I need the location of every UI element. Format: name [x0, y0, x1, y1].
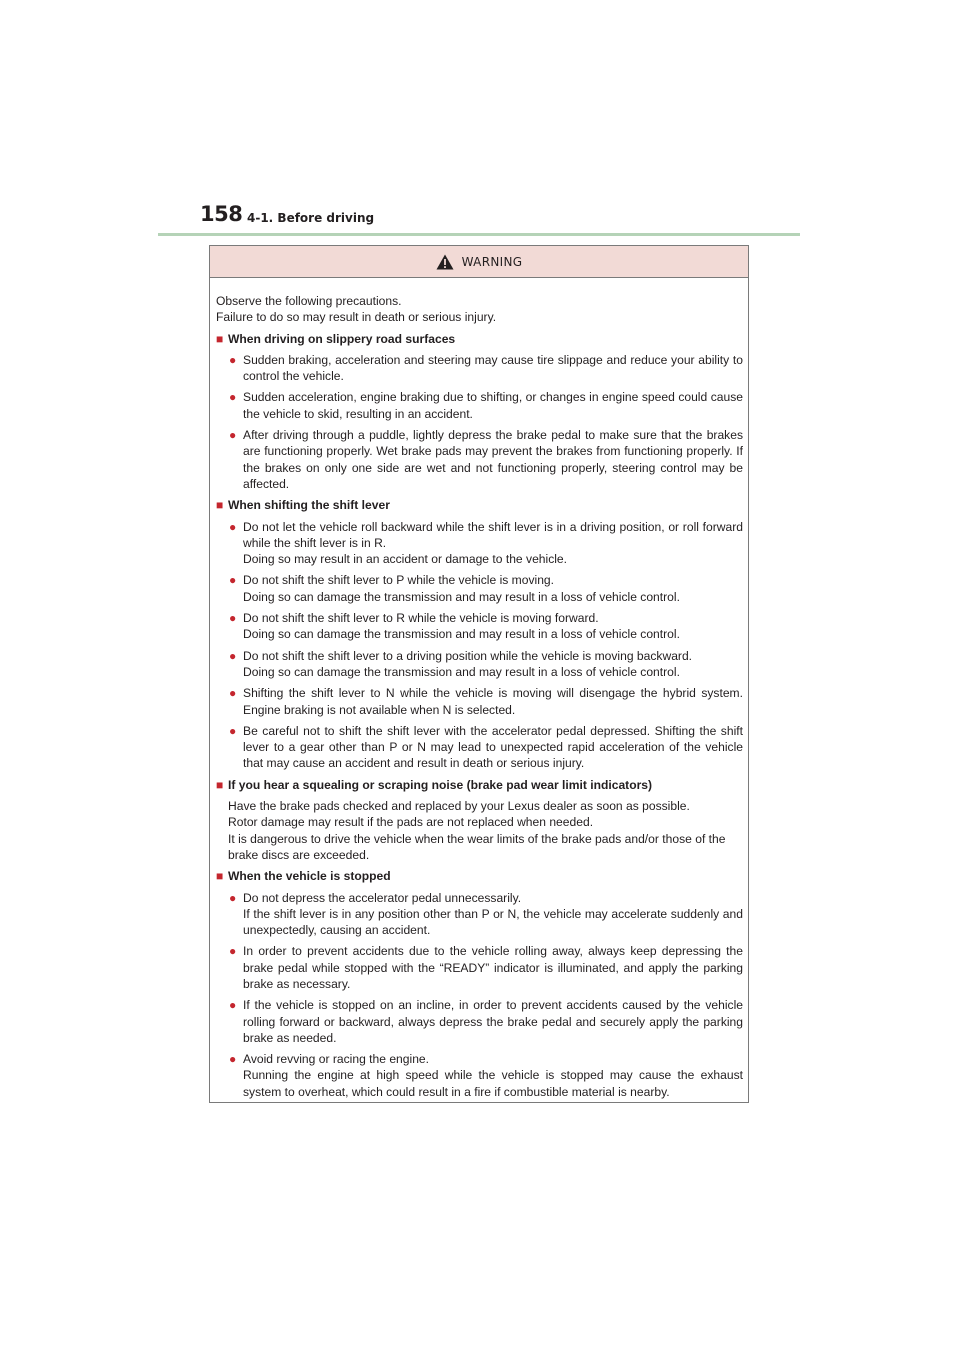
bullet-line: Do not depress the accelerator pedal unnecessarily.	[243, 890, 522, 905]
warning-body	[210, 278, 748, 1100]
bullet-item	[216, 519, 743, 568]
header-divider	[158, 233, 800, 236]
bullet-text	[243, 572, 743, 605]
section-heading-text: When the vehicle is stopped	[228, 869, 391, 884]
section-heading	[216, 777, 743, 793]
bullet-item	[216, 352, 743, 385]
bullet-item	[216, 890, 743, 939]
bullet-line: Avoid revving or racing the engine.	[243, 1052, 430, 1067]
bullet-text	[243, 427, 743, 492]
round-bullet-icon: ●	[229, 390, 237, 405]
warning-title: WARNING	[461, 254, 523, 269]
bullet-text	[243, 352, 743, 385]
section-heading-text: If you hear a squealing or scraping noise (brake pad wear limit indicators)	[228, 777, 653, 792]
round-bullet-icon: ●	[229, 998, 237, 1013]
bullet-item	[216, 943, 743, 992]
bullet-text	[243, 389, 743, 422]
round-bullet-icon: ●	[229, 611, 237, 626]
bullet-text	[243, 890, 743, 939]
square-bullet-icon: ■	[216, 869, 224, 884]
section-title: 4-1. Before driving	[247, 211, 375, 225]
bullet-line: Do not let the vehicle roll backward while the shift lever is in a driving position, or roll forward while the shift lever is in R.	[243, 519, 743, 550]
round-bullet-icon: ●	[229, 686, 237, 701]
bullet-text	[243, 943, 743, 992]
bullet-item	[216, 648, 743, 681]
section-heading	[216, 868, 743, 884]
bullet-line: Doing so may result in an accident or damage to the vehicle.	[243, 552, 568, 567]
warning-box	[209, 245, 749, 1103]
round-bullet-icon: ●	[229, 519, 237, 534]
bullet-line: Do not shift the shift lever to R while the vehicle is moving forward.	[243, 611, 599, 626]
intro-line: Observe the following precautions.	[216, 294, 402, 308]
bullet-item	[216, 997, 743, 1046]
bullet-line: Doing so can damage the transmission and may result in a loss of vehicle control.	[243, 664, 680, 679]
page-number: 158	[200, 202, 243, 226]
bullet-item	[216, 389, 743, 422]
square-bullet-icon: ■	[216, 498, 224, 513]
intro-line: Failure to do so may result in death or serious injury.	[216, 310, 497, 325]
bullet-line: Do not shift the shift lever to P while the vehicle is moving.	[243, 573, 555, 588]
bullet-item	[216, 427, 743, 492]
bullet-line: If the vehicle is stopped on an incline, in order to prevent accidents caused by the vehicle rolling forward or backward, always depress the brake pedal and securely apply the parking brake as needed.	[243, 998, 743, 1045]
bullet-text	[243, 723, 743, 772]
paragraph-line: Rotor damage may result if the pads are not replaced when needed.	[228, 815, 594, 830]
round-bullet-icon: ●	[229, 352, 237, 367]
section-paragraph	[216, 798, 743, 863]
bullet-text	[243, 519, 743, 568]
paragraph-line: Have the brake pads checked and replaced by your Lexus dealer as soon as possible.	[228, 799, 690, 814]
bullet-item	[216, 610, 743, 643]
square-bullet-icon: ■	[216, 331, 224, 346]
bullet-line: Be careful not to shift the shift lever with the accelerator pedal depressed. Shifting the shift lever to a gear other than P or N may lead to unexpected rapid acceleration of the vehicle that may cause an accident and result in death or serious injury.	[243, 723, 743, 771]
paragraph-line: It is dangerous to drive the vehicle when the wear limits of the brake pads and/or those of the brake discs are exceeded.	[228, 831, 726, 862]
round-bullet-icon: ●	[229, 723, 237, 738]
round-bullet-icon: ●	[229, 573, 237, 588]
bullet-line: After driving through a puddle, lightly depress the brake pedal to make sure that the brakes are functioning properly. Wet brake pads may prevent the brakes from functioning properly. If the brakes on only one side are wet and not functioning properly, steering control may be affected.	[243, 428, 743, 491]
bullet-text	[243, 685, 743, 718]
section-heading	[216, 497, 743, 513]
round-bullet-icon: ●	[229, 1052, 237, 1067]
bullet-line: Sudden acceleration, engine braking due to shifting, or changes in engine speed could cause the vehicle to skid, resulting in an accident.	[243, 390, 743, 421]
bullet-line: If the shift lever is in any position other than P or N, the vehicle may accelerate suddenly and unexpectedly, causing an accident.	[243, 906, 743, 938]
bullet-text	[243, 648, 743, 681]
warning-triangle-icon	[436, 254, 454, 270]
bullet-line: Doing so can damage the transmission and may result in a loss of vehicle control.	[243, 589, 680, 604]
bullet-text	[243, 610, 743, 643]
section-heading-text: When shifting the shift lever	[228, 498, 390, 513]
bullet-item	[216, 685, 743, 718]
bullet-line: Do not shift the shift lever to a driving position while the vehicle is moving backward.	[243, 648, 693, 663]
round-bullet-icon: ●	[229, 648, 237, 663]
bullet-line: Doing so can damage the transmission and may result in a loss of vehicle control.	[243, 627, 680, 642]
bullet-item	[216, 1051, 743, 1100]
round-bullet-icon: ●	[229, 944, 237, 959]
bullet-text	[243, 1051, 743, 1100]
bullet-item	[216, 572, 743, 605]
section-heading	[216, 331, 743, 347]
bullet-text	[243, 997, 743, 1046]
bullet-line: Running the engine at high speed while the vehicle is stopped may cause the exhaust system to overheat, which could result in a fire if combustible material is nearby.	[243, 1068, 743, 1099]
warning-intro	[216, 293, 743, 326]
bullet-line: Sudden braking, acceleration and steering may cause tire slippage and reduce your ability to control the vehicle.	[243, 352, 743, 384]
round-bullet-icon: ●	[229, 428, 237, 443]
bullet-line: Shifting the shift lever to N while the vehicle is moving will disengage the hybrid system. Engine braking is not available when N is selected.	[243, 686, 743, 717]
bullet-item	[216, 723, 743, 772]
square-bullet-icon: ■	[216, 777, 224, 792]
bullet-line: In order to prevent accidents due to the vehicle rolling away, always keep depressing the brake pedal while stopped with the “READY” indicator is illuminated, and apply the parking brake as necessary.	[243, 944, 743, 991]
warning-header	[210, 246, 748, 278]
round-bullet-icon: ●	[229, 890, 237, 905]
section-heading-text: When driving on slippery road surfaces	[228, 331, 456, 346]
